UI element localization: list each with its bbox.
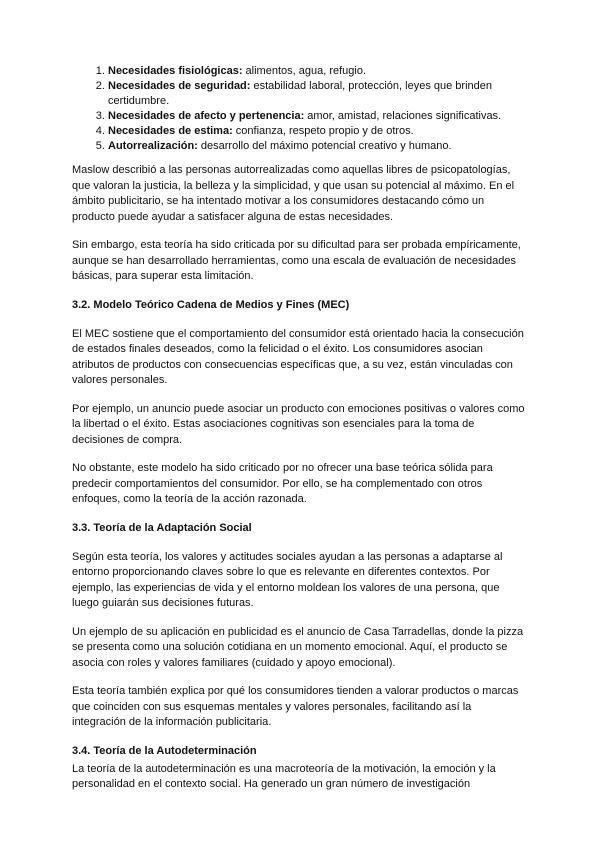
list-item: 5. Autorrealización: desarrollo del máximo potencial creativo y humano.	[108, 139, 528, 154]
paragraph-social-example: Un ejemplo de su aplicación en publicidad es el anuncio de Casa Tarradellas, donde la pizza se presenta como una solución cotidiana en un momento emocional. Aquí, el producto se asocia con roles y valores familiares (cuidado y apoyo emocional).	[72, 625, 524, 669]
heading-mec: 3.2. Modelo Teórico Cadena de Medios y Fines (MEC)	[72, 298, 350, 311]
list-item: 2. Necesidades de seguridad: estabilidad laboral, protección, leyes que brinden certidumbre.	[108, 79, 528, 109]
paragraph-social-explanation: Esta teoría también explica por qué los consumidores tienden a valorar productos o marcas que coinciden con sus esquemas mentales y valores personales, facilitando así la integración de la información publicitaria.	[72, 685, 519, 728]
heading-social-adaptation: 3.3. Teoría de la Adaptación Social	[72, 521, 252, 534]
paragraph-social-definition: Según esta teoría, los valores y actitudes sociales ayudan a las personas a adaptarse al entorno proporcionando claves sobre lo que es relevante en diferentes contextos. Por ejemplo, las experiencias de vida y el entorno moldean los valores de una persona, que luego guiarán sus decisiones futuras.	[72, 550, 503, 609]
document-page	[72, 64, 528, 806]
paragraph-mec-definition: El MEC sostiene que el comportamiento del consumidor está orientado hacia la consecución de estados finales deseados, como la felicidad o el éxito. Los consumidores asocian atributos de productos con consecuencias específicas que, a su vez, están vinculadas con valores personales.	[72, 327, 524, 386]
paragraph-maslow-criticism: Sin embargo, esta teoría ha sido criticada por su dificultad para ser probada empíricamente, aunque se han desarrollado herramientas, como una escala de evaluación de necesidades básicas, para superar esta limitación.	[72, 239, 521, 282]
list-item: 4. Necesidades de estima: confianza, respeto propio y de otros.	[108, 124, 528, 139]
paragraph-mec-criticism: No obstante, este modelo ha sido criticado por no ofrecer una base teórica sólida para predecir comportamientos del consumidor. Por ello, se ha complementado con otros enfoques, como la teoría de la acción razonada.	[72, 462, 493, 505]
paragraph-mec-example: Por ejemplo, un anuncio puede asociar un producto con emociones positivas o valores como la libertad o el éxito. Estas asociaciones cognitivas son esenciales para la toma de decisiones de compra.	[72, 402, 525, 446]
list-item: 3. Necesidades de afecto y pertenencia: amor, amistad, relaciones significativas.	[108, 109, 528, 124]
needs-list	[72, 64, 528, 154]
paragraph-maslow-description: Maslow describió a las personas autorrealizadas como aquellas libres de psicopatologías, que valoran la justicia, la belleza y la simplicidad, y que usan su potencial al máximo. En el ámbito publicitario, se ha intentado motivar a los consumidores destacando cómo un producto puede ayudar a satisfacer alguna de estas necesidades.	[72, 164, 515, 223]
list-item: 1. Necesidades fisiológicas: alimentos, agua, refugio.	[108, 64, 528, 79]
paragraph-self-determination: La teoría de la autodeterminación es una macroteoría de la motivación, la emoción y la personalidad en el contexto social. Ha generado un gran número de investigación	[72, 762, 496, 790]
heading-self-determination: 3.4. Teoría de la Autodeterminación	[72, 744, 257, 757]
